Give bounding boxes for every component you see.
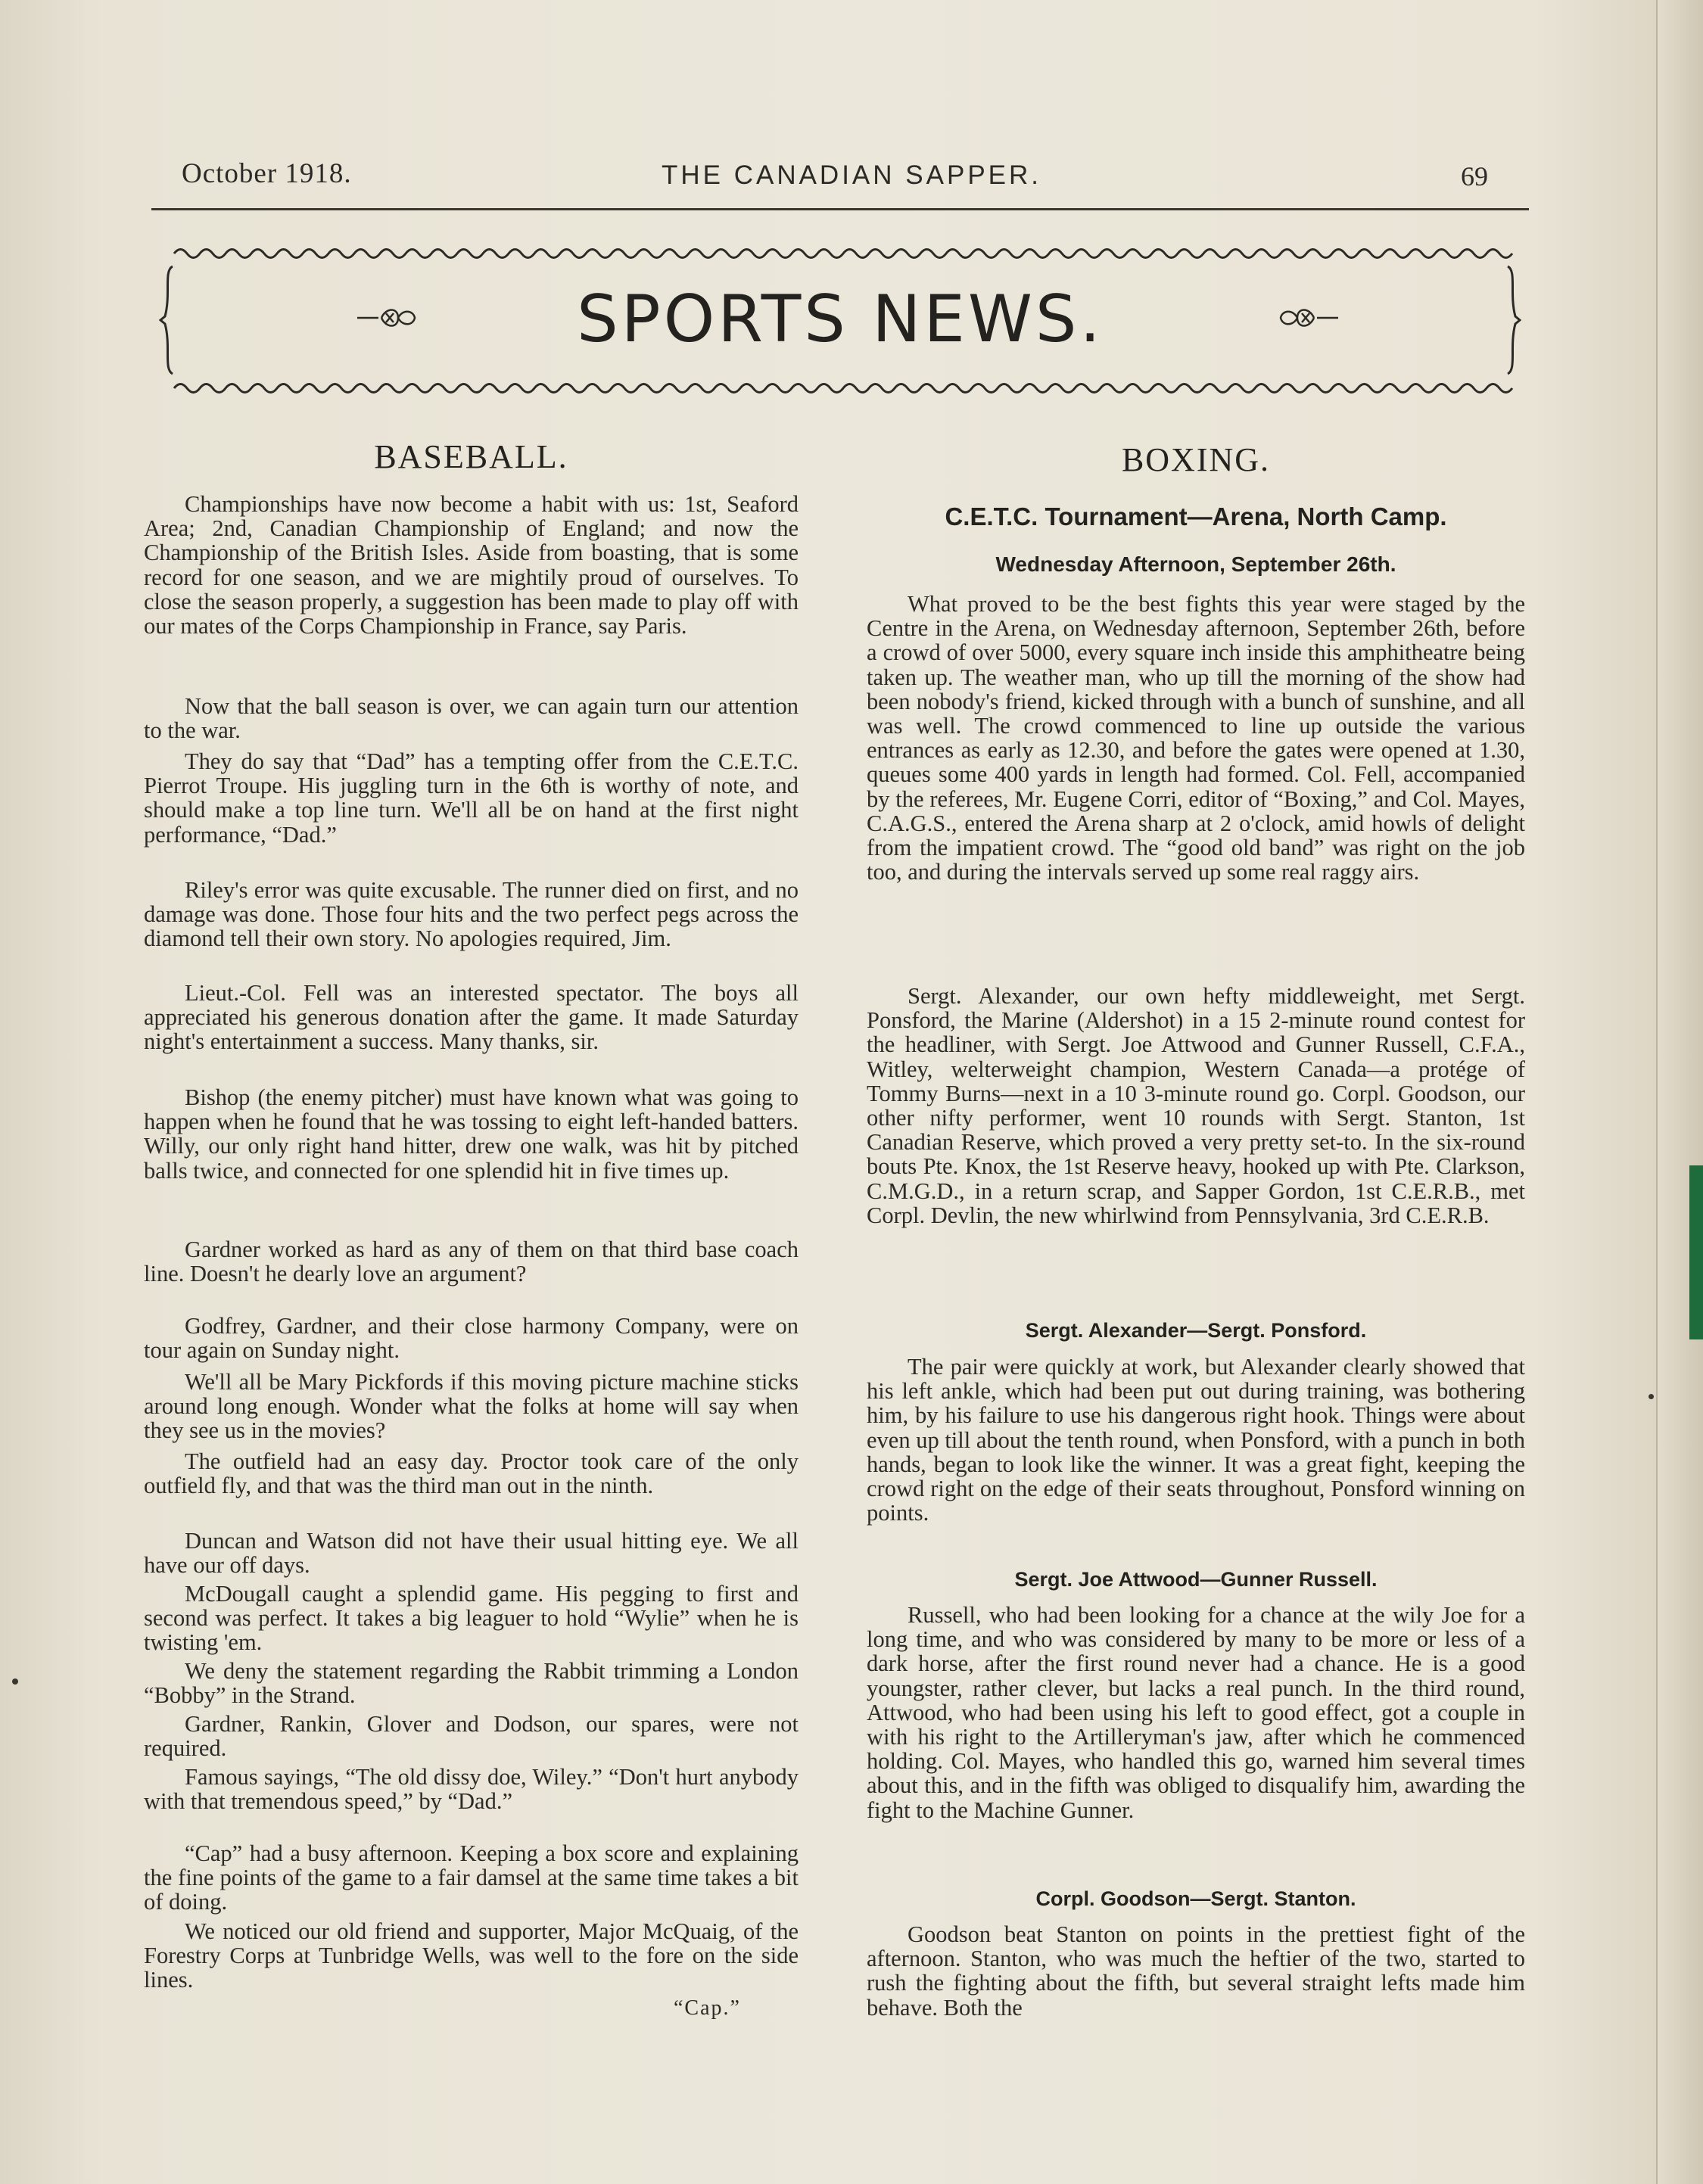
bout-paragraph: The pair were quickly at work, but Alexander clearly showed that his left ankle, which had been put out during training, was bothering him, by his failure to use his dangerous right hook. Things were about even up till about the tenth round, when Ponsford, with a punch in both hands, began to look like the winner. It was a great fight, keeping the crowd right on the edge of their seats throughout, Ponsford winning on points. [867,1354,1525,1526]
wavy-border-top [151,241,1529,266]
baseball-signature: “Cap.” [674,1996,741,2020]
banner-title: SPORTS NEWS. [577,282,1104,357]
baseball-paragraph: “Cap” had a busy afternoon. Keeping a box score and explaining the fine points of the game to a fair damsel at the same time takes a bit of doing. [144,1840,799,1915]
bout-paragraph: Goodson beat Stanton on points in the prettiest fight of the afternoon. Stanton, who was much the heftier of the two, started to rush the fighting about the fifth, but several straight lefts made him behave. Both the [867,1921,1525,2021]
bout-paragraph: Russell, who had been looking for a chance at the wily Joe for a long time, and who was considered by many to be more or less of a dark horse, after the first round never had a chance. He is a good youngster, rather clever, but lacks a real punch. In the third round, Attwood, who had been using his left to good effect, got a couple in with his right to the Artilleryman's jaw, after which he commenced holding. Col. Mayes, who handled this go, warned him several times about this, and in the fifth was obliged to disqualify him, awarding the fight to the Machine Gunner. [867,1602,1525,1823]
bout-title: Corpl. Goodson—Sergt. Stanton. [1035,1887,1356,1910]
baseball-paragraph: Lieut.-Col. Fell was an interested spectator. The boys all appreciated his generous donation after the game. It made Saturday night's entertainment a success. Many thanks, sir. [144,980,799,1055]
page-number: 69 [1461,161,1488,191]
baseball-paragraph: Gardner worked as hard as any of them on that third base coach line. Doesn't he dearly love an argument? [144,1237,799,1287]
sports-news-banner [151,241,1529,400]
baseball-paragraph: We noticed our old friend and supporter, Major McQuaig, of the Forestry Corps at Tunbridge Wells, was well to the fore on the side lines. [144,1918,799,1993]
baseball-paragraph: Now that the ball season is over, we can again turn our attention to the war. [144,693,799,744]
baseball-paragraph: Championships have now become a habit with us: 1st, Seaford Area; 2nd, Canadian Championship of England; and now the Championship of the British Isles. Aside from boasting, that is some record for one season, and we are mightily proud of ourselves. To close the season properly, a suggestion has been made to play off with our mates of the Corps Championship in France, say Paris. [144,491,799,639]
baseball-paragraph: Duncan and Watson did not have their usual hitting eye. We all have our off days. [144,1528,799,1579]
header-rule [151,208,1529,210]
baseball-paragraph: Riley's error was quite excusable. The runner died on first, and no damage was done. Those four hits and the two perfect pegs across the diamond tell their own story. No apologies required, Jim. [144,877,799,952]
baseball-heading: BASEBALL. [374,438,568,475]
bout-title: Sergt. Joe Attwood—Gunner Russell. [1014,1568,1378,1591]
baseball-paragraph: The outfield had an easy day. Proctor took care of the only outfield fly, and that was the third man out in the ninth. [144,1448,799,1499]
baseball-paragraph: We deny the statement regarding the Rabbit trimming a London “Bobby” in the Strand. [144,1658,799,1709]
baseball-paragraph: We'll all be Mary Pickfords if this moving picture machine sticks around long enough. Wonder what the folks at home will say when they see us in the movies? [144,1369,799,1444]
boxing-subheading: C.E.T.C. Tournament—Arena, North Camp. [945,502,1447,530]
baseball-paragraph: McDougall caught a splendid game. His pegging to first and second was perfect. It takes a big leaguer to hold “Wylie” when he is twisting 'em. [144,1581,799,1656]
page-edge [1656,0,1703,2184]
baseball-paragraph: Godfrey, Gardner, and their close harmony Company, were on tour again on Sunday night. [144,1313,799,1364]
baseball-paragraph: Famous sayings, “The old dissy doe, Wiley.” “Don't hurt anybody with that tremendous speed,” by “Dad.” [144,1764,799,1815]
boxing-paragraph: Sergt. Alexander, our own hefty middleweight, met Sergt. Ponsford, the Marine (Aldershot) in a 15 2-minute round contest for the headliner, with Sergt. Joe Attwood and Gunner Russell, C.F.A., Witley, welterweight champion, Western Canada—a protége of Tommy Burns—next in a 10 3-minute round go. Corpl. Goodson, our other nifty performer, went 10 rounds with Sergt. Stanton, 1st Canadian Reserve, which proved a very pretty set-to. In the six-round bouts Pte. Knox, the 1st Reserve heavy, hooked up with Pte. Clarkson, C.M.G.D., in a return scrap, and Sapper Gordon, 1st C.E.R.B., met Corpl. Devlin, the new whirlwind from Pennsylvania, 3rd C.E.R.B. [867,983,1525,1228]
boxing-date-line: Wednesday Afternoon, September 26th. [995,552,1396,576]
boxing-heading: BOXING. [1121,441,1271,478]
bout-title: Sergt. Alexander—Sergt. Ponsford. [1025,1319,1367,1342]
header-date: October 1918. [182,158,352,189]
baseball-paragraph: Gardner, Rankin, Glover and Dodson, our spares, were not required. [144,1711,799,1762]
header-title: THE CANADIAN SAPPER. [661,160,1042,190]
boxing-paragraph: What proved to be the best fights this year were staged by the Centre in the Arena, on Wednesday afternoon, September 26th, before a crowd of over 5000, every square inch inside this amphitheatre being taken up. The weather man, who up till the morning of the show had been nobody's friend, kicked through with a bunch of sunshine, and all was well. The crowd commenced to line up outside the various entrances as early as 12.30, and before the gates were opened at 1.30, queues some 400 yards in length had formed. Col. Fell, accompanied by the referees, Mr. Eugene Corri, editor of “Boxing,” and Col. Mayes, C.A.G.S., entered the Arena sharp at 2 o'clock, amid howls of delight from the impatient crowd. The “good old band” was right on the job too, and during the intervals served up some real raggy airs. [867,591,1525,885]
baseball-paragraph: Bishop (the enemy pitcher) must have known what was going to happen when he found that he was tossing to eight left-handed batters. Willy, our only right hand hitter, drew one walk, was hit by pitched balls twice, and connected for one splendid hit in five times up. [144,1084,799,1184]
ink-speck [1649,1394,1654,1399]
wavy-border-bottom [151,375,1529,401]
green-tab [1689,1165,1703,1339]
baseball-paragraph: They do say that “Dad” has a tempting offer from the C.E.T.C. Pierrot Troupe. His juggling turn in the 6th is worthy of note, and should make a top line turn. We'll all be on hand at the first night performance, “Dad.” [144,748,799,848]
ink-speck [12,1678,18,1685]
